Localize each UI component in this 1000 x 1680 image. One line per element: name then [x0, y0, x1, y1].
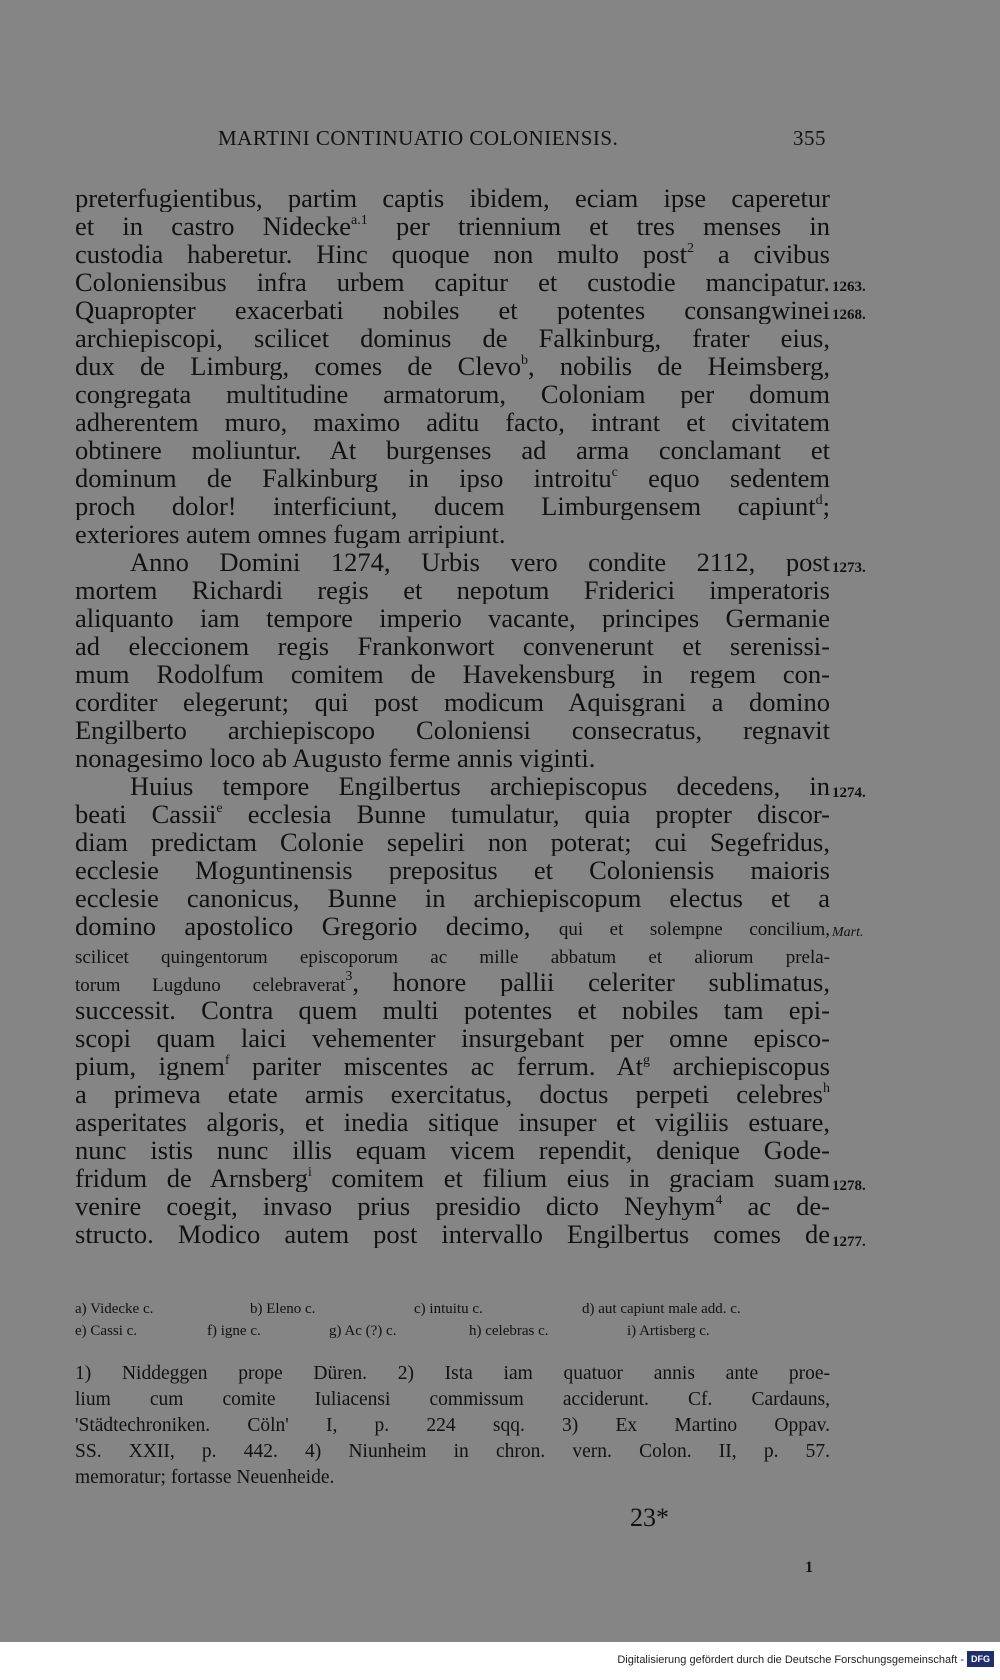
- footnote-line: SS. XXII, p. 442. 4) Niunheim in chron. vern. Colon. II, p. 57.: [75, 1441, 830, 1462]
- margin-year: 1278.: [832, 1178, 866, 1194]
- text-line: scilicet quingentorum episcoporum ac mille abbatum et aliorum prela-: [75, 947, 830, 968]
- text-line: mortem Richardi regis et nepotum Friderici imperatoris: [75, 576, 830, 604]
- variant-note: e) Cassi c.: [75, 1323, 138, 1339]
- text-line: mum Rodolfum comitem de Havekensburg in regem con-: [75, 660, 830, 688]
- text-line: beati Cassii$^e$ ecclesia Bunne tumulatur, quia propter discor-: [75, 800, 830, 828]
- text-line: exteriores autem omnes fugam arripiunt.: [75, 520, 506, 548]
- footnote-line: memoratur; fortasse Neuenheide.: [75, 1467, 335, 1488]
- variant-note: c) intuitu c.: [414, 1301, 483, 1317]
- margin-year: 1273.: [832, 560, 866, 576]
- footnote-line: 1) Niddeggen prope Düren. 2) Ista iam quatuor annis ante proe-: [75, 1363, 830, 1384]
- text-line: Coloniensibus infra urbem capitur et custodie mancipatur.: [75, 268, 830, 296]
- funding-credit: Digitalisierung gefördert durch die Deutsche Forschungsgemeinschaft -: [617, 1654, 964, 1666]
- text-line: dominum de Falkinburg in ipso introitu$^c$ equo sedentem: [75, 464, 830, 492]
- variant-note: b) Eleno c.: [250, 1301, 316, 1317]
- text-line: obtinere moliuntur. At burgenses ad arma conclamant et: [75, 436, 830, 464]
- variant-note: f) igne c.: [207, 1323, 261, 1339]
- margin-year: 1277.: [832, 1234, 866, 1250]
- text-line: a primeva etate armis exercitatus, doctus perpeti celebres$^h$: [75, 1080, 830, 1108]
- variant-note: a) Videcke c.: [75, 1301, 154, 1317]
- text-line: ecclesie Moguntinensis prepositus et Coloniensis maioris: [75, 856, 830, 884]
- text-line: fridum de Arnsberg$^i$ comitem et filium eius in graciam suam: [75, 1164, 830, 1192]
- margin-source: Mart.: [832, 925, 864, 940]
- text-line: ad eleccionem regis Frankonwort convenerunt et serenissi-: [75, 632, 830, 660]
- variant-note: g) Ac (?) c.: [329, 1323, 397, 1339]
- margin-year: 1274.: [832, 785, 866, 801]
- footnotes: [75, 1361, 830, 1491]
- text-line: aliquanto iam tempore imperio vacante, principes Germanie: [75, 604, 830, 632]
- text-line: corditer elegerunt; qui post modicum Aquisgrani a domino: [75, 688, 830, 716]
- variant-readings: [75, 1298, 835, 1342]
- text-line: nunc istis nunc illis equam vicem rependit, denique Gode-: [75, 1136, 830, 1164]
- text-line: venire coegit, invaso prius presidio dicto Neyhym$^4$ ac de-: [75, 1192, 830, 1220]
- footnote-line: lium cum comite Iuliacensi commissum acciderunt. Cf. Cardauns,: [75, 1389, 830, 1410]
- text-line: successit. Contra quem multi potentes et nobiles tam epi-: [75, 996, 830, 1024]
- text-line: archiepiscopi, scilicet dominus de Falkinburg, frater eius,: [75, 324, 830, 352]
- variant-note: d) aut capiunt male add. c.: [582, 1301, 741, 1317]
- variant-note: i) Artisberg c.: [627, 1323, 710, 1339]
- text-line: adherentem muro, maximo aditu facto, intrant et civitatem: [75, 408, 830, 436]
- text-line: congregata multitudine armatorum, Coloniam per domum: [75, 380, 830, 408]
- text-line: torum Lugduno celebraverat$^3$, honore pallii celeriter sublimatus,: [75, 968, 830, 996]
- text-line: asperitates algoris, et inedia sitique insuper et vigiliis estuare,: [75, 1108, 830, 1136]
- text-line: scopi quam laici vehementer insurgebant per omne episco-: [75, 1024, 830, 1052]
- text-line: Huius tempore Engilbertus archiepiscopus decedens, in: [130, 772, 830, 800]
- main-text: [75, 184, 830, 1248]
- text-line: Engilberto archiepiscopo Coloniensi consecratus, regnavit: [75, 716, 830, 744]
- text-line: diam predictam Colonie sepeliri non poterat; cui Segefridus,: [75, 828, 830, 856]
- bottom-mark: 1: [805, 1559, 813, 1576]
- text-line: pium, ignem$^f$ pariter miscentes ac ferrum. At$^g$ archiepiscopus: [75, 1052, 830, 1080]
- text-line: ecclesie canonicus, Bunne in archiepiscopum electus et a: [75, 884, 830, 912]
- dfg-logo-icon: DFG: [967, 1651, 994, 1667]
- text-line: structo. Modico autem post intervallo Engilbertus comes de: [75, 1220, 830, 1248]
- margin-year: 1268.: [832, 307, 866, 323]
- variant-note: h) celebras c.: [469, 1323, 549, 1339]
- text-line: et in castro Nidecke$^{a.1}$ per triennium et tres menses in: [75, 212, 830, 240]
- page-number: 355: [793, 126, 826, 150]
- signature-mark: 23*: [630, 1503, 669, 1532]
- text-line: nonagesimo loco ab Augusto ferme annis viginti.: [75, 744, 596, 772]
- text-line: dux de Limburg, comes de Clevo$^b$, nobilis de Heimsberg,: [75, 352, 830, 380]
- text-line: preterfugientibus, partim captis ibidem, eciam ipse caperetur: [75, 184, 830, 212]
- text-line: domino apostolico Gregorio decimo, qui et solempne concilium,: [75, 912, 830, 940]
- text-line: Anno Domini 1274, Urbis vero condite 2112, post: [130, 548, 830, 576]
- footnote-line: 'Städtechroniken. Cöln' I, p. 224 sqq. 3) Ex Martino Oppav.: [75, 1415, 830, 1436]
- text-line: custodia haberetur. Hinc quoque non multo post$^2$ a civibus: [75, 240, 830, 268]
- text-line: Quapropter exacerbati nobiles et potentes consangwinei: [75, 296, 830, 324]
- margin-year: 1263.: [832, 279, 866, 295]
- text-line: proch dolor! interficiunt, ducem Limburgensem capiunt$^d$;: [75, 492, 830, 520]
- running-head: MARTINI CONTINUATIO COLONIENSIS.: [218, 126, 619, 150]
